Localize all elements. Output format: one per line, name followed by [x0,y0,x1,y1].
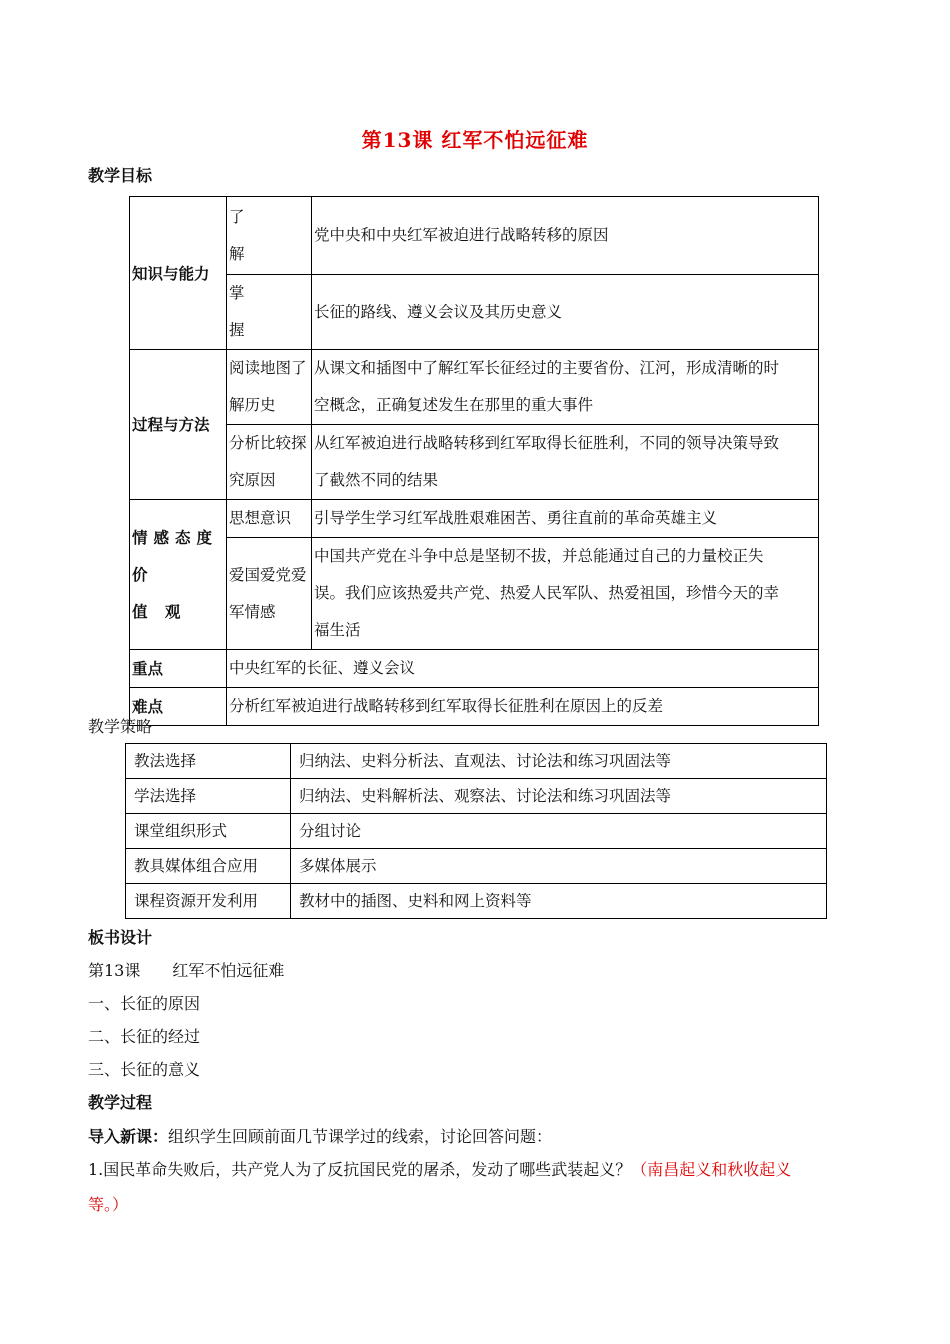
key-point-content: 中央红军的长征、遵义会议 [227,650,819,688]
board-item: 三、长征的意义 [88,1060,201,1079]
table-row [130,197,819,275]
table-row [126,744,827,779]
strategy-value: 多媒体展示 [291,849,827,884]
board-item: 二、长征的经过 [88,1027,201,1046]
goals-heading: 教学目标 [88,166,153,185]
table-row [130,350,819,425]
goal-content-line: 空概念，正确复述发生在那里的重大事件 [314,396,594,414]
goal-content: 长征的路线、遵义会议及其历史意义 [312,275,819,350]
goal-sub-line: 握 [229,321,245,339]
strategy-heading: 教学策略 [88,717,153,736]
table-row [126,814,827,849]
goal-content: 引导学生学习红军战胜艰难困苦、勇往直前的革命英雄主义 [312,500,819,538]
table-row [130,275,819,350]
goal-category [130,500,227,650]
goal-sub [227,350,312,425]
goal-sub-line: 分析比较探 [229,434,307,452]
goal-sub: 思想意识 [227,500,312,538]
goal-content [312,425,819,500]
table-row [130,500,819,538]
teaching-strategy-table [125,743,827,919]
table-row [126,884,827,919]
strategy-value: 分组讨论 [291,814,827,849]
board-lesson-title: 红军不怕远征难 [172,961,285,980]
strategy-key: 教具媒体组合应用 [126,849,291,884]
question-answer-cont: 等。） [88,1195,129,1214]
key-point-label: 重点 [130,650,227,688]
board-lesson: 第13课 [88,961,141,980]
goal-content [312,350,819,425]
goal-sub [227,538,312,650]
teaching-goals-table [129,196,819,726]
goal-sub-line: 解 [229,244,245,263]
board-lesson-line [88,958,284,981]
goal-content: 党中央和中央红军被迫进行战略转移的原因 [312,197,819,275]
strategy-key: 课程资源开发利用 [126,884,291,919]
goal-sub-line: 爱国爱党爱 [229,565,307,584]
goal-category: 知识与能力 [130,197,227,350]
table-row [130,688,819,726]
table-row [130,650,819,688]
board-heading: 板书设计 [88,928,153,947]
goal-content-line: 从课文和插图中了解红军长征经过的主要省份、江河，形成清晰的时 [314,359,780,377]
goal-category-line: 值 观 [132,602,187,621]
goal-content [312,538,819,650]
goal-sub-line: 了 [229,207,245,226]
process-heading: 教学过程 [88,1093,153,1112]
question-1 [88,1157,868,1180]
goal-sub [227,425,312,500]
strategy-value: 归纳法、史料分析法、直观法、讨论法和练习巩固法等 [291,744,827,779]
goal-category: 过程与方法 [130,350,227,500]
table-row [126,849,827,884]
strategy-value: 教材中的插图、史料和网上资料等 [291,884,827,919]
table-row [126,779,827,814]
goal-sub-line: 究原因 [229,471,276,489]
difficulty-content: 分析红军被迫进行战略转移到红军取得长征胜利在原因上的反差 [227,688,819,726]
goal-sub [227,275,312,350]
goal-category-line: 情感态度价 [132,528,219,584]
goal-content-line: 了截然不同的结果 [314,471,439,489]
intro-line [88,1124,552,1147]
goal-content-line: 误。我们应该热爱共产党、热爱人民军队、热爱祖国，珍惜今天的幸 [314,584,780,602]
goal-sub-line: 军情感 [229,602,276,621]
table-row [130,425,819,500]
goal-sub [227,197,312,275]
goal-content-line: 福生活 [314,621,361,639]
goal-sub-line: 掌 [229,284,245,302]
difficulty-label: 难点 [130,688,227,726]
page-title: 第13课 红军不怕远征难 [361,128,589,152]
intro-text: 组织学生回顾前面几节课学过的线索，讨论回答问题： [168,1127,553,1146]
strategy-key: 课堂组织形式 [126,814,291,849]
goal-content-line: 中国共产党在斗争中总是坚韧不拔，并总能通过自己的力量校正失 [314,547,764,565]
board-item: 一、长征的原因 [88,994,201,1013]
strategy-key: 学法选择 [126,779,291,814]
strategy-key: 教法选择 [126,744,291,779]
question-text: 1.国民革命失败后，共产党人为了反抗国民党的屠杀，发动了哪些武装起义？ [88,1160,632,1179]
question-answer: （南昌起义和秋收起义 [631,1160,792,1179]
intro-label: 导入新课： [88,1127,169,1146]
goal-sub-line: 解历史 [229,396,276,414]
goal-content-line: 从红军被迫进行战略转移到红军取得长征胜利，不同的领导决策导致 [314,434,780,452]
table-row [130,538,819,650]
strategy-value: 归纳法、史料解析法、观察法、讨论法和练习巩固法等 [291,779,827,814]
goal-sub-line: 阅读地图了 [229,359,307,377]
